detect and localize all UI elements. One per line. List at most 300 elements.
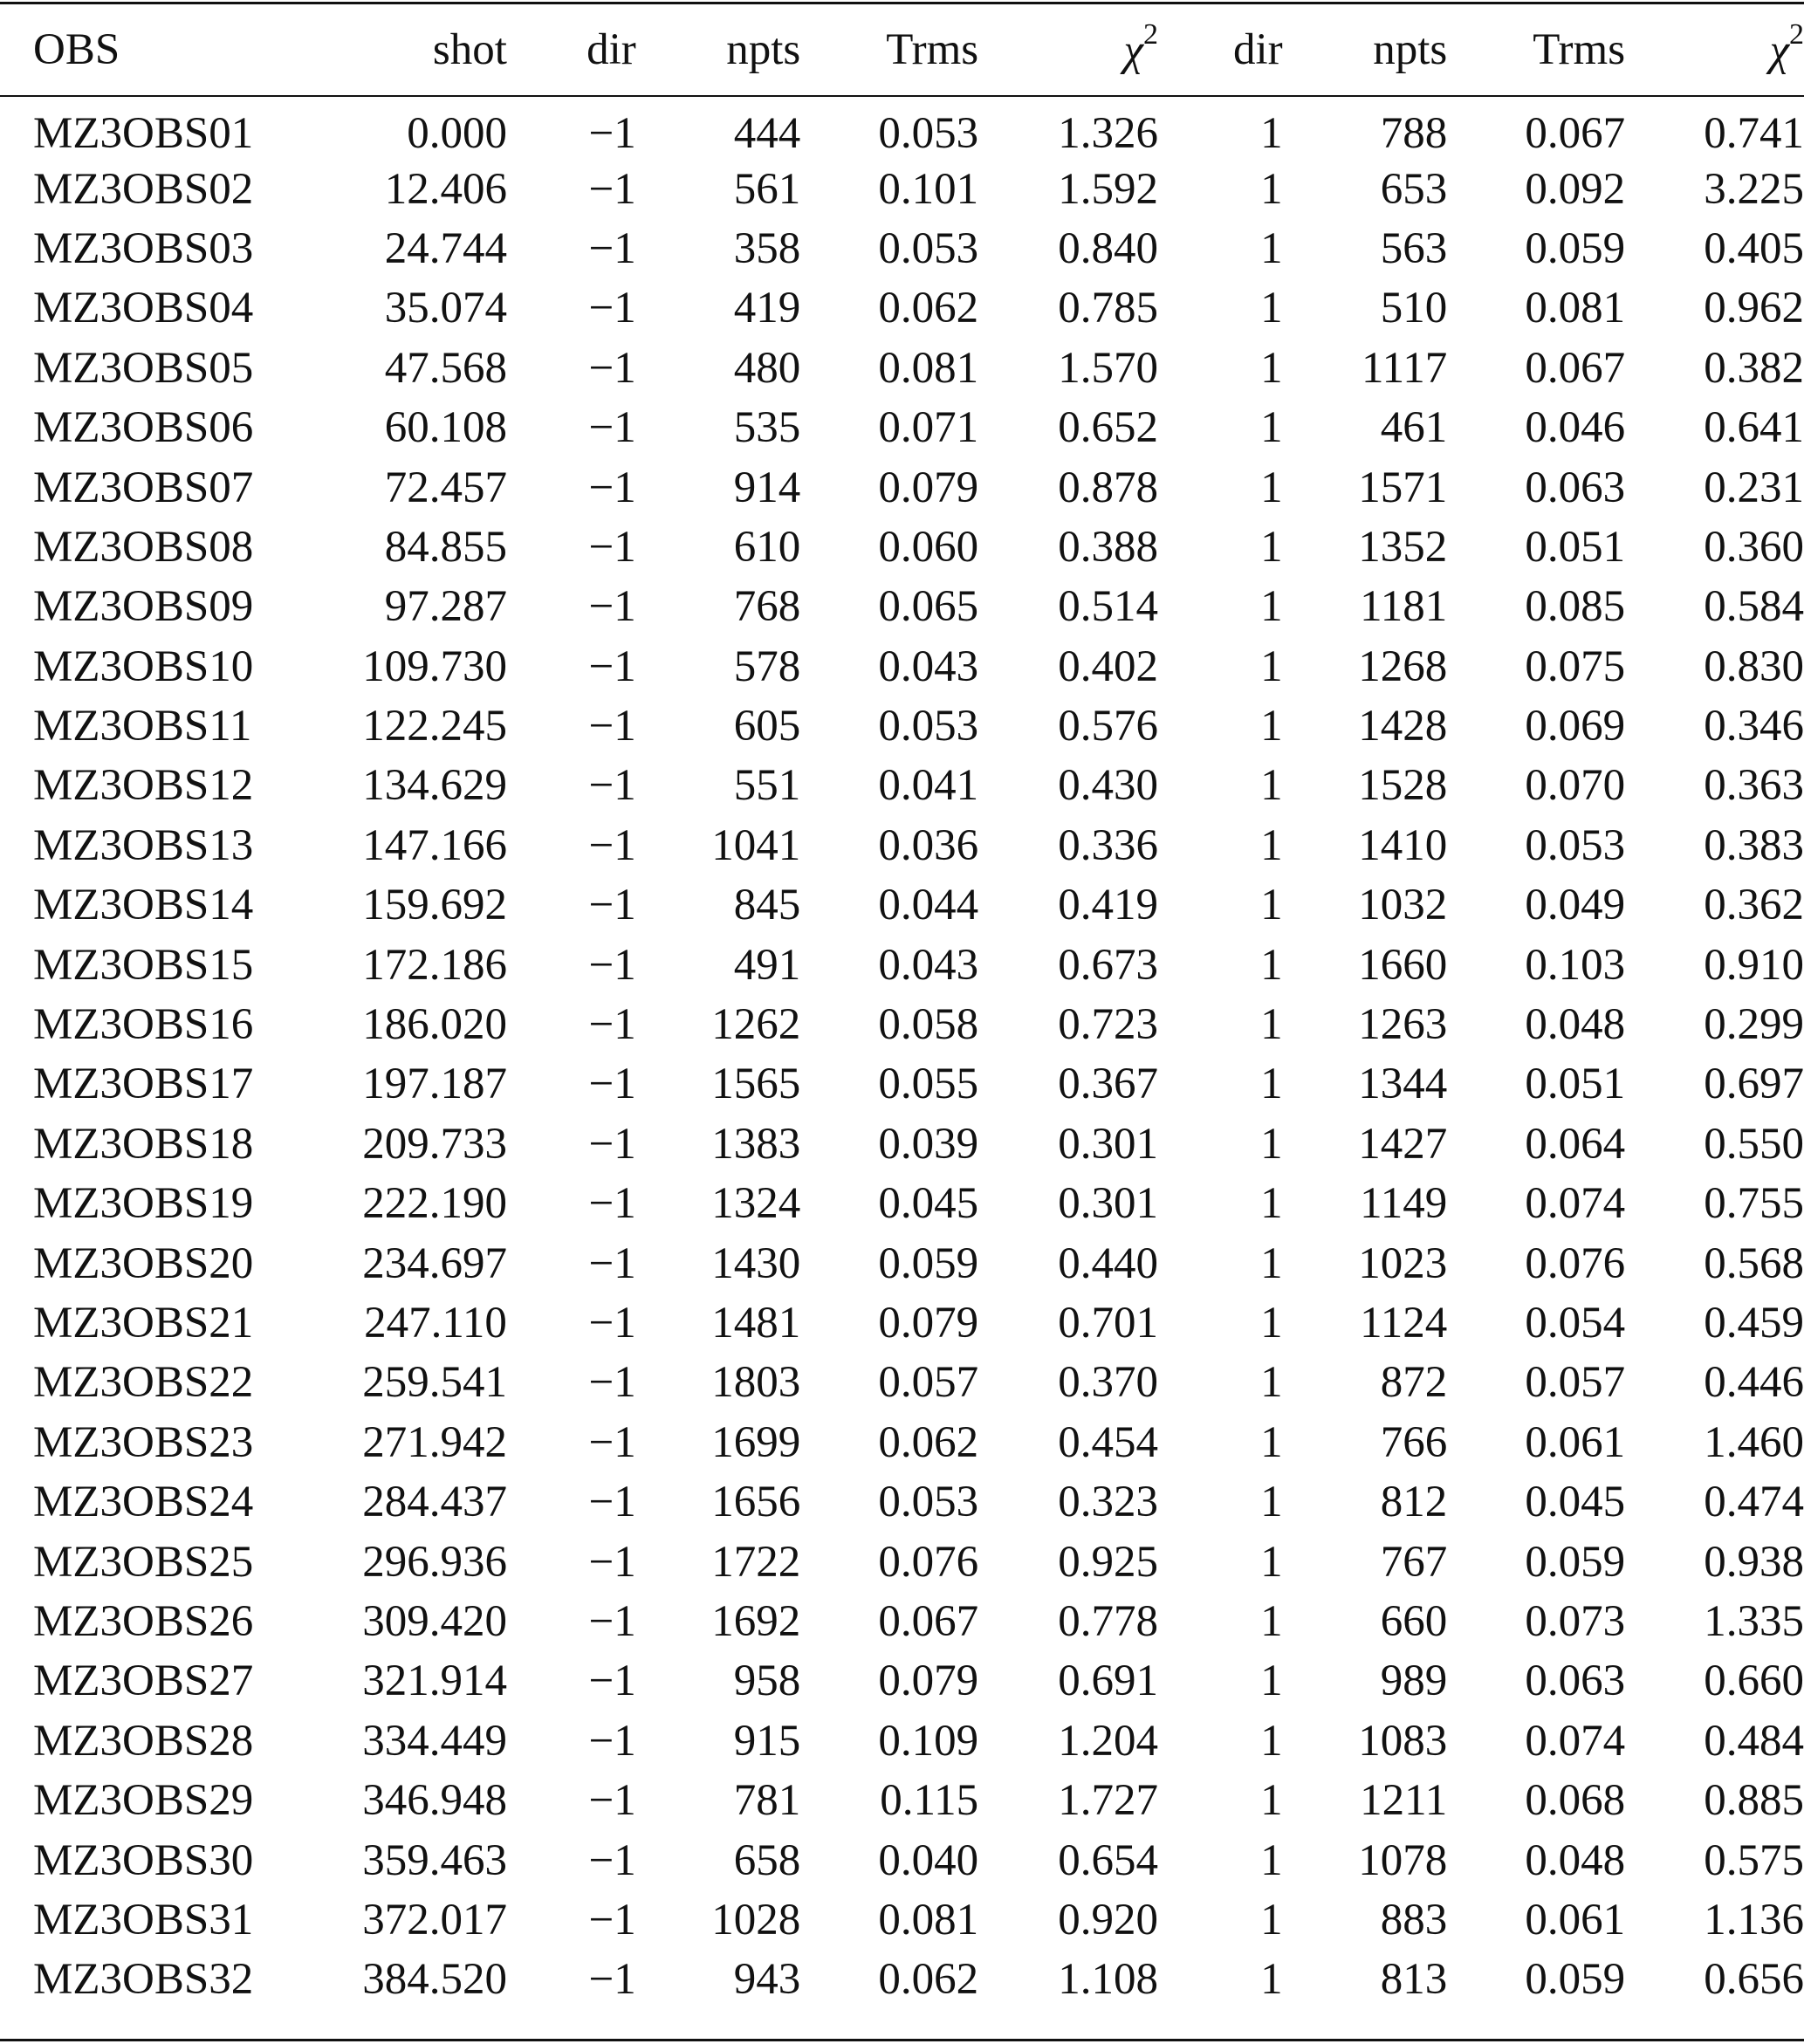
cell-chi2: 1.204 xyxy=(1058,1716,1158,1766)
cell-trms: 0.062 xyxy=(878,1417,979,1467)
cell-chi2: 0.430 xyxy=(1058,761,1158,811)
cell-trms: 0.040 xyxy=(878,1835,979,1885)
cell-trms: 0.103 xyxy=(1525,940,1626,990)
cell-chi2: 0.336 xyxy=(1058,820,1158,870)
cell-trms: 0.076 xyxy=(1525,1238,1626,1288)
cell-trms: 0.085 xyxy=(1525,582,1626,632)
cell-chi2: 0.830 xyxy=(1704,641,1804,691)
cell-trms: 0.043 xyxy=(878,940,979,990)
cell-shot: 97.287 xyxy=(384,582,507,632)
chi-symbol: χ xyxy=(1769,26,1789,75)
cell-shot: 24.744 xyxy=(384,223,507,273)
cell-dir: −1 xyxy=(588,1596,636,1646)
cell-dir: −1 xyxy=(588,109,636,159)
cell-dir: 1 xyxy=(1260,1656,1283,1706)
col-header-trms: Trms xyxy=(886,25,979,74)
cell-npts: 767 xyxy=(1380,1537,1448,1587)
cell-trms: 0.053 xyxy=(1525,820,1626,870)
cell-shot: 271.942 xyxy=(362,1417,507,1467)
cell-chi2: 0.346 xyxy=(1704,702,1804,751)
cell-dir: −1 xyxy=(588,1656,636,1706)
cell-trms: 0.048 xyxy=(1525,1000,1626,1050)
cell-dir: −1 xyxy=(588,702,636,751)
table-row xyxy=(0,278,1804,338)
cell-obs: MZ3OBS03 xyxy=(33,223,254,273)
cell-shot: 0.000 xyxy=(407,109,507,159)
cell-trms: 0.036 xyxy=(878,820,979,870)
cell-trms: 0.041 xyxy=(878,761,979,811)
cell-dir: −1 xyxy=(588,1776,636,1826)
cell-chi2: 0.459 xyxy=(1704,1299,1804,1348)
cell-npts: 1656 xyxy=(711,1478,801,1527)
cell-dir: 1 xyxy=(1260,761,1283,811)
cell-dir: 1 xyxy=(1260,1000,1283,1050)
cell-npts: 1078 xyxy=(1358,1835,1448,1885)
cell-npts: 1430 xyxy=(711,1238,801,1288)
cell-chi2: 0.920 xyxy=(1058,1895,1158,1945)
cell-trms: 0.063 xyxy=(1525,463,1626,512)
cell-dir: 1 xyxy=(1260,582,1283,632)
cell-shot: 109.730 xyxy=(362,641,507,691)
cell-shot: 346.948 xyxy=(362,1776,507,1826)
cell-dir: −1 xyxy=(588,820,636,870)
cell-trms: 0.073 xyxy=(1525,1596,1626,1646)
cell-chi2: 0.383 xyxy=(1704,820,1804,870)
cell-dir: 1 xyxy=(1260,820,1283,870)
cell-chi2: 0.231 xyxy=(1704,463,1804,512)
cell-trms: 0.063 xyxy=(1525,1656,1626,1706)
cell-npts: 1262 xyxy=(711,1000,801,1050)
cell-chi2: 0.755 xyxy=(1704,1179,1804,1229)
cell-npts: 1565 xyxy=(711,1060,801,1109)
cell-chi2: 0.575 xyxy=(1704,1835,1804,1885)
col-header-trms: Trms xyxy=(1533,25,1626,74)
cell-dir: 1 xyxy=(1260,1238,1283,1288)
cell-obs: MZ3OBS29 xyxy=(33,1776,254,1826)
cell-chi2: 0.641 xyxy=(1704,403,1804,453)
cell-chi2: 0.925 xyxy=(1058,1537,1158,1587)
cell-trms: 0.049 xyxy=(1525,881,1626,930)
cell-npts: 1660 xyxy=(1358,940,1448,990)
cell-obs: MZ3OBS30 xyxy=(33,1835,254,1885)
cell-npts: 1352 xyxy=(1358,522,1448,572)
cell-trms: 0.068 xyxy=(1525,1776,1626,1826)
cell-dir: 1 xyxy=(1260,1537,1283,1587)
cell-trms: 0.101 xyxy=(878,164,979,214)
cell-dir: 1 xyxy=(1260,1955,1283,2005)
cell-chi2: 0.840 xyxy=(1058,223,1158,273)
cell-npts: 914 xyxy=(733,463,801,512)
cell-chi2: 0.701 xyxy=(1058,1299,1158,1348)
cell-dir: 1 xyxy=(1260,1417,1283,1467)
table-row xyxy=(0,696,1804,756)
cell-shot: 47.568 xyxy=(384,343,507,393)
cell-dir: 1 xyxy=(1260,1179,1283,1229)
cell-dir: −1 xyxy=(588,641,636,691)
cell-npts: 491 xyxy=(733,940,801,990)
cell-trms: 0.065 xyxy=(878,582,979,632)
cell-npts: 788 xyxy=(1380,109,1448,159)
cell-trms: 0.079 xyxy=(878,463,979,512)
cell-chi2: 0.778 xyxy=(1058,1596,1158,1646)
cell-npts: 768 xyxy=(733,582,801,632)
table-row xyxy=(0,99,1804,159)
col-header-npts: npts xyxy=(726,25,801,74)
cell-shot: 186.020 xyxy=(362,1000,507,1050)
cell-trms: 0.058 xyxy=(878,1000,979,1050)
cell-dir: −1 xyxy=(588,1955,636,2005)
cell-trms: 0.051 xyxy=(1525,1060,1626,1109)
cell-obs: MZ3OBS23 xyxy=(33,1417,254,1467)
cell-dir: −1 xyxy=(588,223,636,273)
cell-obs: MZ3OBS21 xyxy=(33,1299,254,1348)
cell-dir: −1 xyxy=(588,1537,636,1587)
cell-chi2: 0.785 xyxy=(1058,284,1158,333)
cell-dir: 1 xyxy=(1260,1716,1283,1766)
cell-obs: MZ3OBS27 xyxy=(33,1656,254,1706)
table-row xyxy=(0,816,1804,875)
cell-chi2: 0.405 xyxy=(1704,223,1804,273)
cell-dir: −1 xyxy=(588,881,636,930)
cell-chi2: 0.323 xyxy=(1058,1478,1158,1527)
cell-shot: 259.541 xyxy=(362,1358,507,1408)
cell-npts: 658 xyxy=(733,1835,801,1885)
cell-trms: 0.055 xyxy=(878,1060,979,1109)
cell-shot: 296.936 xyxy=(362,1537,507,1587)
cell-dir: −1 xyxy=(588,1119,636,1169)
cell-trms: 0.067 xyxy=(878,1596,979,1646)
cell-npts: 958 xyxy=(733,1656,801,1706)
cell-shot: 309.420 xyxy=(362,1596,507,1646)
cell-npts: 1427 xyxy=(1358,1119,1448,1169)
cell-trms: 0.062 xyxy=(878,284,979,333)
cell-chi2: 0.370 xyxy=(1058,1358,1158,1408)
cell-dir: 1 xyxy=(1260,1596,1283,1646)
cell-trms: 0.075 xyxy=(1525,641,1626,691)
cell-npts: 551 xyxy=(733,761,801,811)
col-header-npts: npts xyxy=(1373,25,1448,74)
cell-chi2: 1.570 xyxy=(1058,343,1158,393)
cell-dir: 1 xyxy=(1260,1358,1283,1408)
cell-trms: 0.064 xyxy=(1525,1119,1626,1169)
cell-npts: 872 xyxy=(1380,1358,1448,1408)
cell-npts: 461 xyxy=(1380,403,1448,453)
cell-npts: 653 xyxy=(1380,164,1448,214)
cell-npts: 1181 xyxy=(1360,582,1448,632)
cell-chi2: 0.301 xyxy=(1058,1179,1158,1229)
cell-npts: 1722 xyxy=(711,1537,801,1587)
cell-npts: 1699 xyxy=(711,1417,801,1467)
cell-chi2: 0.910 xyxy=(1704,940,1804,990)
col-header-chi2 xyxy=(1625,0,1804,99)
cell-dir: 1 xyxy=(1260,463,1283,512)
cell-dir: −1 xyxy=(588,343,636,393)
table-row xyxy=(0,339,1804,398)
table-row xyxy=(0,518,1804,577)
cell-chi2: 0.962 xyxy=(1704,284,1804,333)
cell-chi2: 0.652 xyxy=(1058,403,1158,453)
cell-npts: 1268 xyxy=(1358,641,1448,691)
cell-dir: 1 xyxy=(1260,403,1283,453)
cell-chi2: 0.484 xyxy=(1704,1716,1804,1766)
cell-trms: 0.043 xyxy=(878,641,979,691)
cell-dir: 1 xyxy=(1260,881,1283,930)
cell-trms: 0.074 xyxy=(1525,1716,1626,1766)
cell-obs: MZ3OBS12 xyxy=(33,761,254,811)
cell-npts: 535 xyxy=(733,403,801,453)
cell-shot: 84.855 xyxy=(384,522,507,572)
header-row xyxy=(0,0,1804,99)
cell-dir: −1 xyxy=(588,1417,636,1467)
cell-npts: 1692 xyxy=(711,1596,801,1646)
cell-dir: 1 xyxy=(1260,940,1283,990)
cell-shot: 359.463 xyxy=(362,1835,507,1885)
cell-trms: 0.051 xyxy=(1525,522,1626,572)
cell-chi2: 0.656 xyxy=(1704,1955,1804,2005)
table-row xyxy=(0,577,1804,636)
cell-trms: 0.067 xyxy=(1525,109,1626,159)
cell-dir: −1 xyxy=(588,463,636,512)
cell-trms: 0.061 xyxy=(1525,1417,1626,1467)
cell-shot: 159.692 xyxy=(362,881,507,930)
cell-obs: MZ3OBS08 xyxy=(33,522,254,572)
cell-chi2: 0.382 xyxy=(1704,343,1804,393)
bottom-rule xyxy=(0,2039,1804,2041)
cell-chi2: 1.136 xyxy=(1704,1895,1804,1945)
cell-dir: 1 xyxy=(1260,702,1283,751)
cell-npts: 480 xyxy=(733,343,801,393)
table-row xyxy=(0,637,1804,696)
cell-chi2: 0.362 xyxy=(1704,881,1804,930)
cell-chi2: 0.363 xyxy=(1704,761,1804,811)
cell-dir: 1 xyxy=(1260,1776,1283,1826)
table-row xyxy=(0,1592,1804,1651)
cell-trms: 0.053 xyxy=(878,1478,979,1527)
cell-npts: 812 xyxy=(1380,1478,1448,1527)
table-body xyxy=(0,99,1804,2010)
col-header-chi2 xyxy=(978,0,1158,99)
cell-trms: 0.045 xyxy=(1525,1478,1626,1527)
cell-shot: 372.017 xyxy=(362,1895,507,1945)
cell-shot: 321.914 xyxy=(362,1656,507,1706)
table-row xyxy=(0,1413,1804,1472)
cell-chi2: 1.727 xyxy=(1058,1776,1158,1826)
chi-exponent: 2 xyxy=(1789,18,1804,51)
cell-npts: 1324 xyxy=(711,1179,801,1229)
cell-obs: MZ3OBS22 xyxy=(33,1358,254,1408)
cell-trms: 0.115 xyxy=(880,1776,979,1826)
cell-obs: MZ3OBS19 xyxy=(33,1179,254,1229)
cell-npts: 358 xyxy=(733,223,801,273)
cell-chi2: 0.446 xyxy=(1704,1358,1804,1408)
cell-trms: 0.092 xyxy=(1525,164,1626,214)
cell-trms: 0.059 xyxy=(1525,1537,1626,1587)
table-row xyxy=(0,935,1804,994)
table-row xyxy=(0,1233,1804,1293)
cell-shot: 197.187 xyxy=(362,1060,507,1109)
cell-chi2: 0.568 xyxy=(1704,1238,1804,1288)
cell-trms: 0.059 xyxy=(1525,1955,1626,2005)
cell-dir: 1 xyxy=(1260,109,1283,159)
cell-trms: 0.054 xyxy=(1525,1299,1626,1348)
cell-chi2: 0.723 xyxy=(1058,1000,1158,1050)
cell-npts: 1124 xyxy=(1360,1299,1448,1348)
cell-chi2: 3.225 xyxy=(1704,164,1804,214)
cell-obs: MZ3OBS13 xyxy=(33,820,254,870)
col-header-dir: dir xyxy=(1233,25,1283,74)
cell-chi2: 0.440 xyxy=(1058,1238,1158,1288)
cell-chi2: 0.654 xyxy=(1058,1835,1158,1885)
table-row xyxy=(0,1472,1804,1532)
cell-obs: MZ3OBS01 xyxy=(33,109,254,159)
cell-npts: 813 xyxy=(1380,1955,1448,2005)
cell-chi2: 0.419 xyxy=(1058,881,1158,930)
cell-shot: 147.166 xyxy=(362,820,507,870)
table-row xyxy=(0,457,1804,517)
cell-npts: 605 xyxy=(733,702,801,751)
cell-trms: 0.081 xyxy=(1525,284,1626,333)
table-row xyxy=(0,995,1804,1054)
cell-npts: 1383 xyxy=(711,1119,801,1169)
cell-chi2: 0.660 xyxy=(1704,1656,1804,1706)
cell-chi2: 0.741 xyxy=(1704,109,1804,159)
cell-obs: MZ3OBS31 xyxy=(33,1895,254,1945)
cell-obs: MZ3OBS15 xyxy=(33,940,254,990)
cell-chi2: 0.360 xyxy=(1704,522,1804,572)
cell-npts: 781 xyxy=(733,1776,801,1826)
cell-obs: MZ3OBS28 xyxy=(33,1716,254,1766)
cell-npts: 1083 xyxy=(1358,1716,1448,1766)
cell-npts: 1117 xyxy=(1362,343,1448,393)
cell-trms: 0.059 xyxy=(1525,223,1626,273)
cell-npts: 1023 xyxy=(1358,1238,1448,1288)
cell-chi2: 0.454 xyxy=(1058,1417,1158,1467)
cell-dir: −1 xyxy=(588,522,636,572)
cell-obs: MZ3OBS18 xyxy=(33,1119,254,1169)
cell-npts: 915 xyxy=(733,1716,801,1766)
cell-chi2: 1.108 xyxy=(1058,1955,1158,2005)
cell-trms: 0.079 xyxy=(878,1299,979,1348)
cell-dir: −1 xyxy=(588,582,636,632)
cell-dir: −1 xyxy=(588,1895,636,1945)
cell-trms: 0.079 xyxy=(878,1656,979,1706)
cell-obs: MZ3OBS07 xyxy=(33,463,254,512)
cell-obs: MZ3OBS02 xyxy=(33,164,254,214)
cell-obs: MZ3OBS11 xyxy=(33,702,252,751)
cell-dir: −1 xyxy=(588,1835,636,1885)
cell-npts: 1211 xyxy=(1360,1776,1448,1826)
cell-npts: 1032 xyxy=(1358,881,1448,930)
cell-trms: 0.081 xyxy=(878,343,979,393)
cell-trms: 0.060 xyxy=(878,522,979,572)
cell-npts: 444 xyxy=(733,109,801,159)
cell-shot: 122.245 xyxy=(362,702,507,751)
cell-chi2: 0.878 xyxy=(1058,463,1158,512)
cell-npts: 883 xyxy=(1380,1895,1448,1945)
cell-trms: 0.057 xyxy=(878,1358,979,1408)
cell-dir: −1 xyxy=(588,1060,636,1109)
table-row xyxy=(0,756,1804,815)
table-row xyxy=(0,1771,1804,1830)
cell-npts: 578 xyxy=(733,641,801,691)
cell-trms: 0.053 xyxy=(878,702,979,751)
cell-npts: 766 xyxy=(1380,1417,1448,1467)
table-row xyxy=(0,1651,1804,1711)
table-row xyxy=(0,1115,1804,1174)
table-row xyxy=(0,1950,1804,2009)
cell-dir: 1 xyxy=(1260,1299,1283,1348)
table-row xyxy=(0,875,1804,935)
cell-trms: 0.074 xyxy=(1525,1179,1626,1229)
cell-dir: 1 xyxy=(1260,1478,1283,1527)
cell-chi2: 1.460 xyxy=(1704,1417,1804,1467)
cell-chi2: 0.697 xyxy=(1704,1060,1804,1109)
cell-chi2: 0.402 xyxy=(1058,641,1158,691)
cell-trms: 0.059 xyxy=(878,1238,979,1288)
cell-npts: 943 xyxy=(733,1955,801,2005)
cell-shot: 12.406 xyxy=(384,164,507,214)
col-header-dir: dir xyxy=(586,25,636,74)
cell-trms: 0.070 xyxy=(1525,761,1626,811)
cell-npts: 1528 xyxy=(1358,761,1448,811)
cell-trms: 0.053 xyxy=(878,223,979,273)
cell-npts: 1410 xyxy=(1358,820,1448,870)
cell-npts: 1344 xyxy=(1358,1060,1448,1109)
cell-trms: 0.045 xyxy=(878,1179,979,1229)
cell-chi2: 0.673 xyxy=(1058,940,1158,990)
cell-chi2: 0.584 xyxy=(1704,582,1804,632)
cell-dir: −1 xyxy=(588,164,636,214)
cell-trms: 0.069 xyxy=(1525,702,1626,751)
cell-dir: −1 xyxy=(588,1000,636,1050)
cell-npts: 1481 xyxy=(711,1299,801,1348)
cell-obs: MZ3OBS25 xyxy=(33,1537,254,1587)
cell-dir: 1 xyxy=(1260,1119,1283,1169)
cell-dir: −1 xyxy=(588,284,636,333)
cell-dir: −1 xyxy=(588,940,636,990)
cell-dir: 1 xyxy=(1260,1835,1283,1885)
cell-trms: 0.071 xyxy=(878,403,979,453)
cell-npts: 1041 xyxy=(711,820,801,870)
cell-chi2: 0.938 xyxy=(1704,1537,1804,1587)
cell-npts: 845 xyxy=(733,881,801,930)
cell-chi2: 0.367 xyxy=(1058,1060,1158,1109)
cell-npts: 510 xyxy=(1380,284,1448,333)
cell-trms: 0.067 xyxy=(1525,343,1626,393)
cell-chi2: 1.592 xyxy=(1058,164,1158,214)
cell-chi2: 0.301 xyxy=(1058,1119,1158,1169)
cell-npts: 989 xyxy=(1380,1656,1448,1706)
cell-chi2: 0.691 xyxy=(1058,1656,1158,1706)
cell-shot: 384.520 xyxy=(362,1955,507,2005)
cell-npts: 563 xyxy=(1380,223,1448,273)
cell-trms: 0.081 xyxy=(878,1895,979,1945)
cell-shot: 72.457 xyxy=(384,463,507,512)
cell-trms: 0.061 xyxy=(1525,1895,1626,1945)
cell-dir: −1 xyxy=(588,1179,636,1229)
cell-trms: 0.057 xyxy=(1525,1358,1626,1408)
cell-trms: 0.053 xyxy=(878,109,979,159)
table-row xyxy=(0,1711,1804,1771)
table-row xyxy=(0,1293,1804,1353)
cell-dir: −1 xyxy=(588,1238,636,1288)
cell-trms: 0.109 xyxy=(878,1716,979,1766)
cell-trms: 0.048 xyxy=(1525,1835,1626,1885)
table-row xyxy=(0,1830,1804,1890)
cell-chi2: 0.474 xyxy=(1704,1478,1804,1527)
cell-shot: 35.074 xyxy=(384,284,507,333)
cell-npts: 660 xyxy=(1380,1596,1448,1646)
